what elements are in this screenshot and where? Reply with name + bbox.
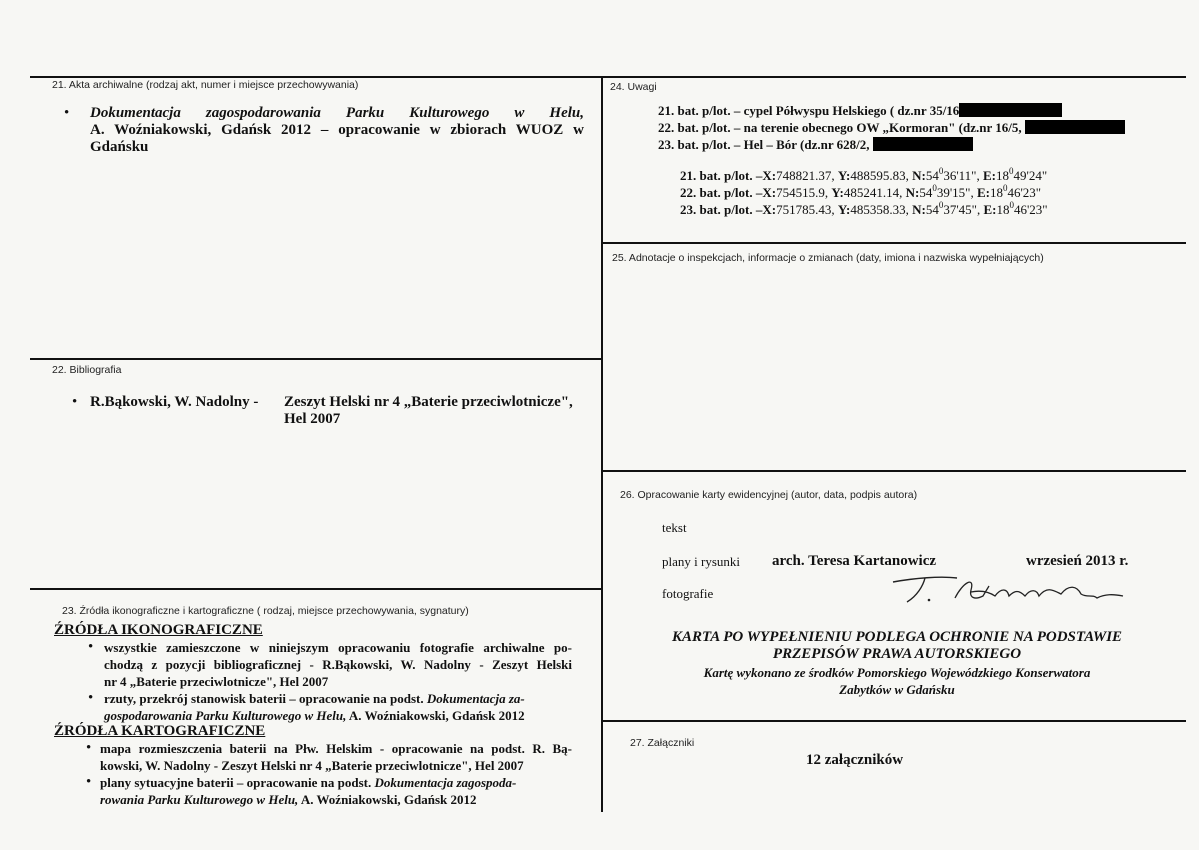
cartographic-item-2-line1	[100, 774, 516, 792]
x-label: X:	[762, 168, 777, 183]
coord-e-min: 49'24"	[1013, 168, 1048, 183]
n-label: N:	[912, 168, 926, 183]
field-tekst: tekst	[662, 520, 687, 535]
author-name: arch. Teresa Kartanowicz	[772, 553, 937, 569]
rule-left-23	[30, 588, 601, 590]
iconographic-item-1-line3: nr 4 „Baterie przeciwlotnicze", Hel 2007	[104, 674, 329, 689]
coord-name: 22. bat. p/lot. –	[680, 185, 763, 200]
cartographic-item-1-line2: kowski, W. Nadolny - Zeszyt Helski nr 4 „Baterie przeciwlotnicze", Hel 2007	[100, 758, 524, 773]
coord-e-deg: 18	[989, 185, 1003, 200]
archive-doc-title: Dokumentacja zagospodarowania Parku Kulturowego w Helu,	[90, 105, 584, 121]
e-label: E:	[982, 168, 996, 183]
coord-e-deg: 18	[996, 202, 1010, 217]
coord-e-deg: 18	[995, 168, 1009, 183]
bullet: •	[86, 774, 92, 790]
cartographic-item-1-line1: mapa rozmieszczenia baterii na Płw. Helskim - opracowanie na podst. R. Bą-	[100, 741, 572, 756]
copyright-notice-1: KARTA PO WYPEŁNIENIU PODLEGA OCHRONIE NA PODSTAWIE	[671, 629, 1123, 645]
iconographic-item-2-line2	[104, 707, 525, 725]
coord-n-min: 39'15"	[936, 185, 971, 200]
section-27-label: 27. Załączniki	[630, 737, 695, 749]
coord-n-deg: 54	[925, 202, 939, 217]
column-divider	[601, 76, 603, 812]
section-24-label: 24. Uwagi	[610, 81, 657, 93]
location-22	[658, 119, 1125, 137]
field-fotografie: fotografie	[662, 586, 714, 601]
archive-doc-line3: Gdańsku	[90, 139, 149, 155]
bibliography-place-year: Hel 2007	[284, 411, 341, 427]
funding-notice-2: Zabytków w Gdańsku	[839, 682, 955, 697]
coord-y: 488595.83	[850, 168, 906, 183]
coord-x: 748821.37	[776, 168, 832, 183]
section-23-label: 23. Źródła ikonograficzne i kartograficzne ( rodzaj, miejsce przechowywania, sygnatury)	[62, 605, 469, 617]
coord-x: 754515.9	[776, 185, 825, 200]
x-label: X:	[762, 185, 777, 200]
cartographic-item-2-doc-cont: rowania Parku Kulturowego w Helu,	[100, 792, 299, 807]
rule-left-22	[30, 358, 601, 360]
n-label: N:	[905, 185, 920, 200]
y-label: Y:	[831, 185, 844, 200]
coord-n-deg: 54	[925, 168, 939, 183]
bibliography-authors: R.Bąkowski, W. Nadolny -	[90, 394, 259, 410]
cartographic-item-2-line2	[100, 791, 477, 809]
section-26-label: 26. Opracowanie karty ewidencyjnej (autor, data, podpis autora)	[620, 489, 918, 501]
location-21	[658, 102, 1062, 120]
top-rule	[30, 76, 1186, 78]
rule-right-26	[603, 470, 1186, 472]
location-23-text: 23. bat. p/lot. – Hel – Bór (dz.nr 628/2,	[658, 137, 870, 152]
author-signature	[885, 572, 1130, 608]
redacted-block	[959, 103, 1062, 117]
archive-doc-line2: A. Woźniakowski, Gdańsk 2012 – opracowanie w zbiorach WUOZ w	[90, 122, 584, 138]
section-22-label: 22. Bibliografia	[52, 364, 122, 376]
iconographic-item-2-doc-cont: gospodarowania Parku Kulturowego w Helu,	[104, 708, 347, 723]
iconographic-item-1-line2: chodzą z pozycji bibliograficznej - R.Bąkowski, W. Nadolny - Zeszyt Helski	[104, 657, 572, 672]
coord-row-21: 21. bat. p/lot. –X:748821.37, Y:488595.83, $N:54^036'11$", $E:18^049'24$"	[680, 166, 1048, 183]
coord-n-deg: 54	[919, 185, 933, 200]
bullet: •	[72, 394, 78, 410]
location-22-text: 22. bat. p/lot. – na terenie obecnego OW „Kormoran" (dz.nr 16/5,	[658, 120, 1022, 135]
y-label: Y:	[837, 168, 851, 183]
coord-y: 485358.33	[850, 202, 906, 217]
y-label: Y:	[837, 202, 851, 217]
rule-right-25	[603, 242, 1186, 244]
iconographic-item-2-text: rzuty, przekrój stanowisk baterii – opracowanie na podst.	[104, 691, 424, 706]
cartographic-item-2-text: plany sytuacyjne baterii – opracowanie na podst.	[100, 775, 372, 790]
section-21-label: 21. Akta archiwalne (rodzaj akt, numer i miejsce przechowywania)	[52, 79, 359, 91]
x-label: X:	[762, 202, 777, 217]
copyright-notice-2: PRZEPISÓW PRAWA AUTORSKIEGO	[772, 646, 1022, 662]
location-21-text: 21. bat. p/lot. – cypel Półwyspu Helskiego ( dz.nr 35/16	[658, 103, 960, 118]
coord-n-min: 37'45"	[943, 202, 977, 217]
cartographic-item-2-doc: Dokumentacja zagospoda-	[374, 775, 517, 790]
coord-n-min: 36'11"	[943, 168, 977, 183]
coord-y: 485241.14	[843, 185, 900, 200]
coord-row-22: 22. bat. p/lot. –X:754515.9, Y:485241.14, $N:54^039'15$", $E:18^046'23$"	[680, 183, 1042, 200]
section-25-label: 25. Adnotacje o inspekcjach, informacje o zmianach (daty, imiona i nazwiska wypełniających)	[612, 252, 1044, 264]
e-label: E:	[976, 185, 990, 200]
location-23	[658, 136, 973, 154]
e-label: E:	[983, 202, 997, 217]
funding-notice-1: Kartę wykonano ze środków Pomorskiego Wojewódzkiego Konserwatora	[703, 665, 1091, 680]
redacted-block	[873, 137, 973, 151]
bullet: •	[86, 740, 92, 756]
redacted-block	[1025, 120, 1125, 134]
author-date: wrzesień 2013 r.	[1026, 553, 1129, 569]
coord-x: 751785.43	[776, 202, 832, 217]
iconographic-item-2-line1	[104, 690, 572, 708]
attachments-count: 12 załączników	[806, 752, 904, 768]
iconographic-heading: ŹRÓDŁA IKONOGRAFICZNE	[54, 622, 263, 638]
coord-e-min: 46'23"	[1013, 202, 1048, 217]
iconographic-item-2-author: A. Woźniakowski, Gdańsk 2012	[348, 708, 525, 723]
cartographic-heading: ŹRÓDŁA KARTOGRAFICZNE	[54, 723, 266, 739]
iconographic-item-2-doc: Dokumentacja za-	[426, 691, 525, 706]
bullet: •	[88, 690, 94, 706]
coord-name: 21. bat. p/lot. –	[680, 168, 763, 183]
coord-name: 23. bat. p/lot. –	[680, 202, 763, 217]
iconographic-item-1-line1: wszystkie zamieszczone w niniejszym opracowaniu fotografie archiwalne po-	[104, 640, 572, 655]
cartographic-item-2-author: A. Woźniakowski, Gdańsk 2012	[300, 792, 477, 807]
rule-right-27	[603, 720, 1186, 722]
n-label: N:	[912, 202, 926, 217]
coord-e-min: 46'23"	[1007, 185, 1042, 200]
bullet: •	[64, 105, 70, 121]
coord-row-23: 23. bat. p/lot. –X:751785.43, Y:485358.33, $N:54^037'45$", $E:18^046'23$"	[680, 200, 1048, 217]
field-plany: plany i rysunki	[662, 554, 740, 569]
bullet: •	[88, 639, 94, 655]
bibliography-title: Zeszyt Helski nr 4 „Baterie przeciwlotnicze",	[284, 394, 573, 410]
